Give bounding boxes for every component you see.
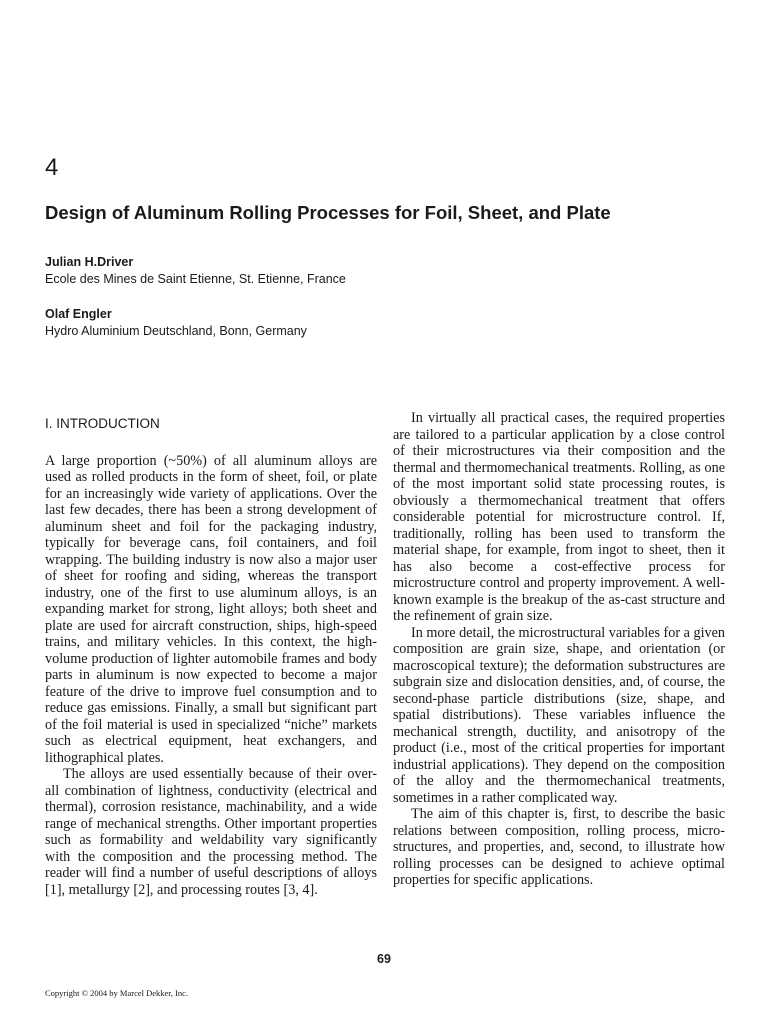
author-name: Julian H.Driver xyxy=(45,255,134,269)
chapter-title: Design of Aluminum Rolling Processes for Foil, Sheet, and Plate xyxy=(45,202,611,223)
author-name: Olaf Engler xyxy=(45,307,112,321)
page-number: 69 xyxy=(377,952,391,966)
copyright-notice: Copyright © 2004 by Marcel Dekker, Inc. xyxy=(45,988,189,998)
section-heading: I. INTRODUCTION xyxy=(45,416,160,431)
body-paragraph: The alloys are used essentially because of their over-all combination of lightness, conductivity (electrical and thermal), corrosion resistance, machinability, and a wide range of mechanical strengths. Other important properties such as formability and weldability vary significantly with the composition and the processing method. The reader will find a number of useful descriptions of alloys [1], metallurgy [2], and processing routes [3, 4]. xyxy=(45,766,377,898)
right-text-column xyxy=(393,410,725,889)
left-text-column xyxy=(45,410,377,898)
body-paragraph: In more detail, the microstructural variables for a given composition are grain size, shape, and orientation (or macroscopical texture); the deformation substructures are subgrain size and dislocation densities, and, of course, the second-phase particle distributions (size, shape, and spatial distributions). These variables influence the mechanical strength, ductility, and anisotropy of the product (i.e., most of the critical properties for important industrial applications). They depend on the composition of the alloy and the thermomechanical treatments, sometimes in a rather complicated way. xyxy=(393,624,725,806)
body-paragraph: The aim of this chapter is, first, to describe the basic relations between composition, rolling process, micro-structures, and properties, and, second, to illustrate how rolling processes can be designed to achieve optimal properties for specific applications. xyxy=(393,806,725,888)
body-paragraph: A large proportion (~50%) of all aluminum alloys are used as rolled products in the form of sheet, foil, or plate for an increasingly wide variety of applications. Over the last few decades, there has been a strong development of aluminum sheet and foil for the packaging industry, typically for beverage cans, foil containers, and foil wrapping. The building industry is now also a major user of sheet for roofing and siding, whereas the transport industry, one of the first to use aluminum alloys, is an expanding market for strong, light alloys; both sheet and plate are used for aircraft construction, ships, high-speed trains, and military vehicles. In this context, the high-volume production of lighter automobile frames and body parts in aluminum is now expected to become a major feature of the drive to improve fuel consumption and to reduce gas emissions. Finally, a small but significant part of the foil material is used in specialized “niche” markets such as electrical equipment, heat exchangers, and lithographical plates. xyxy=(45,452,377,766)
chapter-number: 4 xyxy=(45,154,59,181)
author-affiliation: Hydro Aluminium Deutschland, Bonn, Germany xyxy=(45,324,307,338)
body-paragraph: In virtually all practical cases, the required properties are tailored to a particular application by a close control of their microstructures via their composition and the thermal and thermomechanical treatments. Rolling, as one of the most important solid state processing routes, is obviously a thermomechanical treatment that offers considerable potential for microstructure control. If, traditionally, rolling has been used to transform the material shape, for example, from ingot to sheet, then it has also become a cost-effective process for microstructure control and property improvement. A well-known example is the breakup of the as-cast structure and the refinement of grain size. xyxy=(393,410,725,624)
author-affiliation: Ecole des Mines de Saint Etienne, St. Etienne, France xyxy=(45,272,346,286)
